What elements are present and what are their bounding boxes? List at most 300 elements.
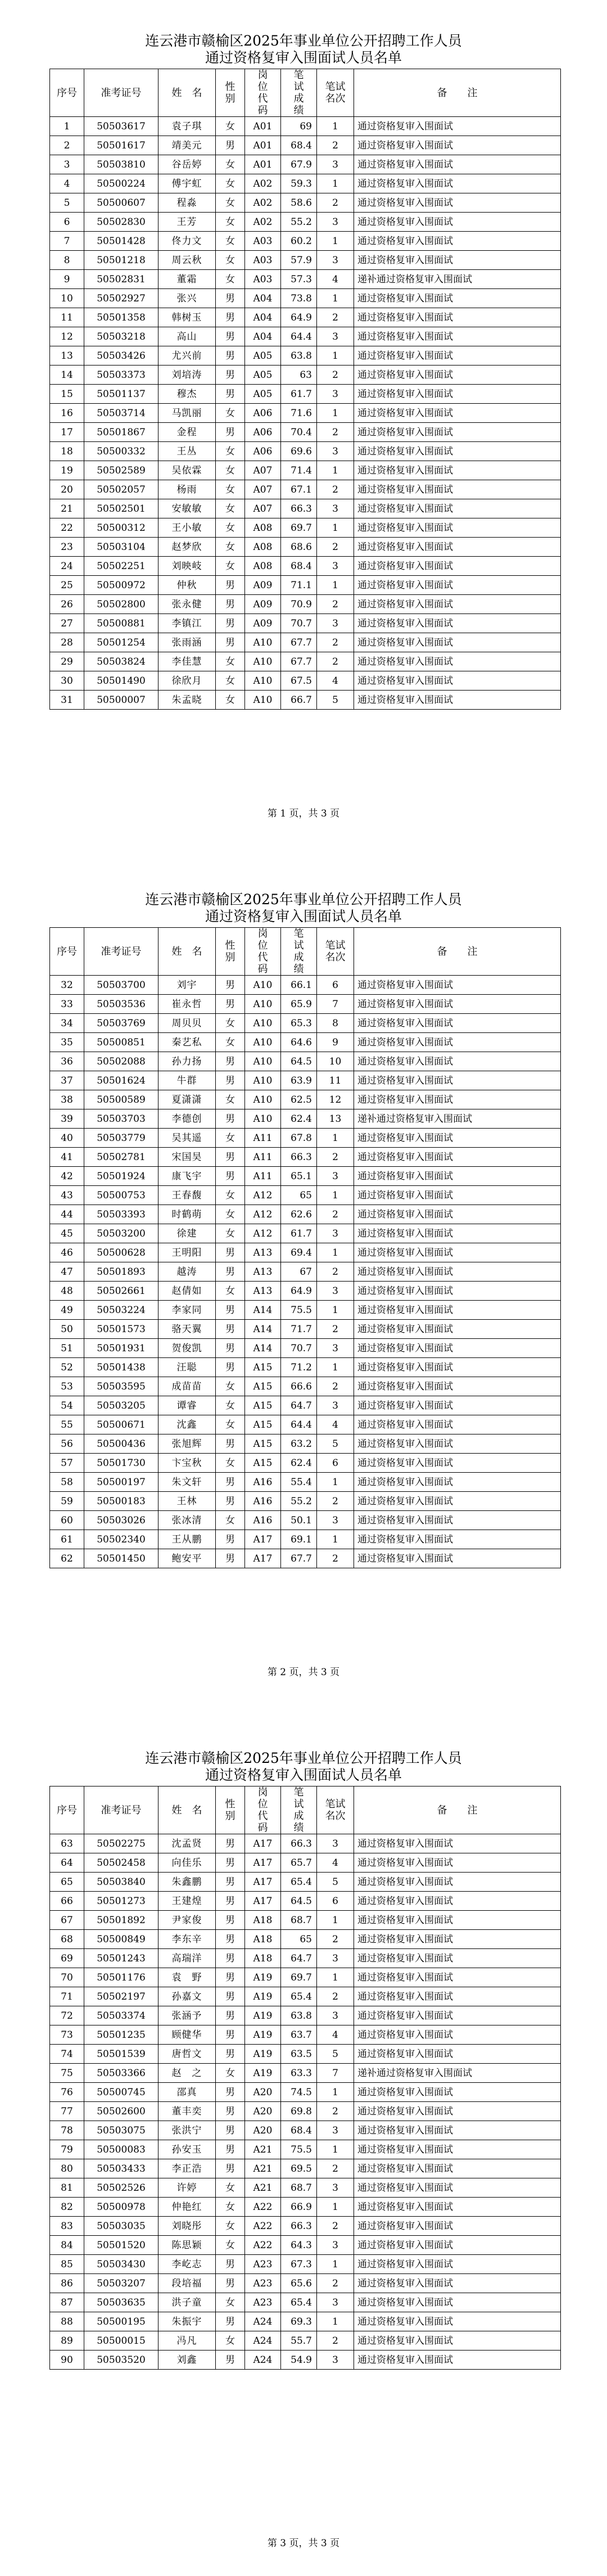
table-row bbox=[50, 1358, 561, 1377]
cell-gender: 男 bbox=[216, 2102, 245, 2121]
cell-gender: 男 bbox=[216, 2045, 245, 2064]
table-row bbox=[50, 327, 561, 346]
table-row bbox=[50, 652, 561, 671]
table-row bbox=[50, 1205, 561, 1224]
cell-post-code: A23 bbox=[245, 2274, 281, 2293]
cell-name: 汪聪 bbox=[158, 1358, 216, 1377]
cell-remark: 通过资格复审入围面试 bbox=[354, 1434, 561, 1454]
table-row bbox=[50, 1492, 561, 1511]
cell-score: 59.3 bbox=[281, 174, 317, 193]
cell-post-code: A19 bbox=[245, 1968, 281, 1987]
cell-remark: 通过资格复审入围面试 bbox=[354, 213, 561, 232]
cell-name: 王丛 bbox=[158, 442, 216, 461]
cell-post-code: A10 bbox=[245, 671, 281, 691]
cell-exam-id: 50501235 bbox=[84, 2025, 158, 2045]
cell-remark: 通过资格复审入围面试 bbox=[354, 1205, 561, 1224]
cell-name: 王建煌 bbox=[158, 1892, 216, 1911]
cell-post-code: A15 bbox=[245, 1377, 281, 1396]
cell-seq: 2 bbox=[50, 136, 84, 155]
cell-remark: 通过资格复审入围面试 bbox=[354, 557, 561, 576]
cell-exam-id: 50502830 bbox=[84, 213, 158, 232]
table-row bbox=[50, 1968, 561, 1987]
cell-score: 71.1 bbox=[281, 576, 317, 595]
cell-gender: 男 bbox=[216, 1968, 245, 1987]
cell-remark: 通过资格复审入围面试 bbox=[354, 2140, 561, 2159]
cell-rank: 3 bbox=[317, 251, 354, 270]
cell-remark: 通过资格复审入围面试 bbox=[354, 1052, 561, 1071]
cell-exam-id: 50501273 bbox=[84, 1892, 158, 1911]
cell-exam-id: 50501243 bbox=[84, 1949, 158, 1968]
cell-gender: 女 bbox=[216, 2293, 245, 2312]
table-row bbox=[50, 633, 561, 652]
cell-seq: 15 bbox=[50, 385, 84, 404]
cell-rank: 1 bbox=[317, 1473, 354, 1492]
table-row bbox=[50, 538, 561, 557]
cell-name: 许婷 bbox=[158, 2178, 216, 2198]
table-row bbox=[50, 1853, 561, 1873]
cell-exam-id: 50501137 bbox=[84, 385, 158, 404]
cell-gender: 女 bbox=[216, 193, 245, 213]
header-rank: 笔试名次 bbox=[317, 928, 354, 976]
cell-post-code: A24 bbox=[245, 2312, 281, 2331]
cell-exam-id: 50503104 bbox=[84, 538, 158, 557]
cell-exam-id: 50501428 bbox=[84, 232, 158, 251]
cell-rank: 3 bbox=[317, 1834, 354, 1853]
cell-name: 李镇江 bbox=[158, 614, 216, 633]
cell-seq: 71 bbox=[50, 1987, 84, 2006]
cell-name: 孙安玉 bbox=[158, 2140, 216, 2159]
cell-post-code: A08 bbox=[245, 518, 281, 538]
header-remark: 备 注 bbox=[354, 928, 561, 976]
cell-score: 55.2 bbox=[281, 213, 317, 232]
cell-name: 张雨涵 bbox=[158, 633, 216, 652]
cell-exam-id: 50502197 bbox=[84, 1987, 158, 2006]
table-row bbox=[50, 2274, 561, 2293]
cell-remark: 通过资格复审入围面试 bbox=[354, 1549, 561, 1568]
cell-score: 62.5 bbox=[281, 1090, 317, 1109]
header-remark: 备 注 bbox=[354, 1786, 561, 1834]
cell-seq: 11 bbox=[50, 308, 84, 327]
cell-post-code: A10 bbox=[245, 1109, 281, 1129]
table-row bbox=[50, 1987, 561, 2006]
cell-post-code: A01 bbox=[245, 117, 281, 136]
cell-seq: 54 bbox=[50, 1396, 84, 1415]
cell-seq: 58 bbox=[50, 1473, 84, 1492]
table-row bbox=[50, 2255, 561, 2274]
cell-exam-id: 50503218 bbox=[84, 327, 158, 346]
cell-name: 杨雨 bbox=[158, 480, 216, 499]
cell-gender: 男 bbox=[216, 1930, 245, 1949]
cell-exam-id: 50503824 bbox=[84, 652, 158, 671]
cell-exam-id: 50502781 bbox=[84, 1148, 158, 1167]
cell-remark: 通过资格复审入围面试 bbox=[354, 1243, 561, 1262]
table-row bbox=[50, 1262, 561, 1282]
cell-rank: 4 bbox=[317, 1853, 354, 1873]
table-row bbox=[50, 232, 561, 251]
cell-seq: 50 bbox=[50, 1320, 84, 1339]
cell-score: 64.7 bbox=[281, 1396, 317, 1415]
cell-remark: 通过资格复审入围面试 bbox=[354, 1511, 561, 1530]
cell-rank: 3 bbox=[317, 2006, 354, 2025]
cell-name: 鲍安平 bbox=[158, 1549, 216, 1568]
table-row bbox=[50, 1454, 561, 1473]
cell-post-code: A19 bbox=[245, 2006, 281, 2025]
cell-rank: 6 bbox=[317, 1454, 354, 1473]
cell-rank: 1 bbox=[317, 2255, 354, 2274]
cell-post-code: A12 bbox=[245, 1186, 281, 1205]
cell-remark: 通过资格复审入围面试 bbox=[354, 2025, 561, 2045]
header-score: 笔试成绩 bbox=[281, 69, 317, 117]
cell-remark: 通过资格复审入围面试 bbox=[354, 480, 561, 499]
cell-seq: 34 bbox=[50, 1014, 84, 1033]
cell-remark: 通过资格复审入围面试 bbox=[354, 976, 561, 995]
cell-rank: 3 bbox=[317, 1511, 354, 1530]
cell-score: 65.1 bbox=[281, 1167, 317, 1186]
cell-gender: 女 bbox=[216, 1186, 245, 1205]
cell-rank: 1 bbox=[317, 117, 354, 136]
cell-exam-id: 50500195 bbox=[84, 2312, 158, 2331]
table-row bbox=[50, 1148, 561, 1167]
cell-score: 65 bbox=[281, 1186, 317, 1205]
cell-seq: 26 bbox=[50, 595, 84, 614]
header-name: 姓 名 bbox=[158, 1786, 216, 1834]
cell-name: 邵真 bbox=[158, 2083, 216, 2102]
title-line-2: 通过资格复审入围面试人员名单 bbox=[205, 1767, 402, 1783]
cell-exam-id: 50502800 bbox=[84, 595, 158, 614]
cell-score: 69.7 bbox=[281, 518, 317, 538]
cell-post-code: A10 bbox=[245, 1052, 281, 1071]
cell-name: 吴其遥 bbox=[158, 1129, 216, 1148]
cell-remark: 递补通过资格复审入围面试 bbox=[354, 2064, 561, 2083]
table-row bbox=[50, 1892, 561, 1911]
cell-score: 75.5 bbox=[281, 1301, 317, 1320]
cell-gender: 男 bbox=[216, 576, 245, 595]
cell-gender: 男 bbox=[216, 385, 245, 404]
cell-rank: 11 bbox=[317, 1071, 354, 1090]
header-seq: 序号 bbox=[50, 1786, 84, 1834]
cell-name: 孙嘉文 bbox=[158, 1987, 216, 2006]
cell-rank: 2 bbox=[317, 1492, 354, 1511]
cell-rank: 6 bbox=[317, 1892, 354, 1911]
cell-exam-id: 50502501 bbox=[84, 499, 158, 518]
cell-rank: 2 bbox=[317, 2102, 354, 2121]
cell-rank: 5 bbox=[317, 1873, 354, 1892]
cell-score: 66.3 bbox=[281, 1148, 317, 1167]
table-row bbox=[50, 1434, 561, 1454]
cell-seq: 65 bbox=[50, 1873, 84, 1892]
cell-remark: 通过资格复审入围面试 bbox=[354, 2083, 561, 2102]
cell-rank: 1 bbox=[317, 232, 354, 251]
cell-post-code: A20 bbox=[245, 2102, 281, 2121]
cell-post-code: A03 bbox=[245, 232, 281, 251]
table-row bbox=[50, 1377, 561, 1396]
cell-exam-id: 50500881 bbox=[84, 614, 158, 633]
cell-exam-id: 50500978 bbox=[84, 2198, 158, 2217]
cell-post-code: A10 bbox=[245, 1071, 281, 1090]
table-row bbox=[50, 1301, 561, 1320]
cell-seq: 37 bbox=[50, 1071, 84, 1090]
cell-gender: 女 bbox=[216, 232, 245, 251]
cell-score: 68.4 bbox=[281, 136, 317, 155]
cell-seq: 5 bbox=[50, 193, 84, 213]
cell-name: 顾健华 bbox=[158, 2025, 216, 2045]
cell-exam-id: 50500849 bbox=[84, 1930, 158, 1949]
cell-exam-id: 50503433 bbox=[84, 2159, 158, 2178]
cell-seq: 76 bbox=[50, 2083, 84, 2102]
cell-gender: 男 bbox=[216, 1109, 245, 1129]
cell-gender: 女 bbox=[216, 652, 245, 671]
cell-remark: 通过资格复审入围面试 bbox=[354, 1339, 561, 1358]
cell-seq: 57 bbox=[50, 1454, 84, 1473]
header-post-code: 岗位代码 bbox=[245, 1786, 281, 1834]
cell-post-code: A20 bbox=[245, 2083, 281, 2102]
cell-name: 朱振宇 bbox=[158, 2312, 216, 2331]
cell-exam-id: 50503700 bbox=[84, 976, 158, 995]
cell-rank: 1 bbox=[317, 404, 354, 423]
cell-rank: 2 bbox=[317, 1320, 354, 1339]
header-name: 姓 名 bbox=[158, 928, 216, 976]
cell-exam-id: 50503374 bbox=[84, 2006, 158, 2025]
cell-remark: 通过资格复审入围面试 bbox=[354, 346, 561, 366]
cell-rank: 9 bbox=[317, 1033, 354, 1052]
cell-score: 57.9 bbox=[281, 251, 317, 270]
cell-post-code: A05 bbox=[245, 385, 281, 404]
cell-post-code: A10 bbox=[245, 633, 281, 652]
cell-rank: 3 bbox=[317, 2236, 354, 2255]
cell-gender: 女 bbox=[216, 1415, 245, 1434]
cell-score: 62.6 bbox=[281, 1205, 317, 1224]
cell-name: 赵 之 bbox=[158, 2064, 216, 2083]
cell-score: 67.3 bbox=[281, 2255, 317, 2274]
page-footer: 第 1 页，共 3 页 bbox=[267, 808, 340, 819]
cell-name: 程淼 bbox=[158, 193, 216, 213]
cell-seq: 14 bbox=[50, 366, 84, 385]
cell-seq: 52 bbox=[50, 1358, 84, 1377]
cell-gender: 男 bbox=[216, 2351, 245, 2370]
cell-seq: 43 bbox=[50, 1186, 84, 1205]
cell-rank: 1 bbox=[317, 174, 354, 193]
cell-rank: 1 bbox=[317, 518, 354, 538]
cell-exam-id: 50503035 bbox=[84, 2217, 158, 2236]
cell-gender: 男 bbox=[216, 423, 245, 442]
cell-post-code: A16 bbox=[245, 1492, 281, 1511]
cell-post-code: A17 bbox=[245, 1549, 281, 1568]
cell-exam-id: 50501624 bbox=[84, 1071, 158, 1090]
cell-gender: 女 bbox=[216, 1511, 245, 1530]
cell-remark: 通过资格复审入围面试 bbox=[354, 1892, 561, 1911]
cell-exam-id: 50500671 bbox=[84, 1415, 158, 1434]
cell-score: 67.9 bbox=[281, 155, 317, 174]
cell-seq: 87 bbox=[50, 2293, 84, 2312]
cell-rank: 1 bbox=[317, 1301, 354, 1320]
cell-exam-id: 50503373 bbox=[84, 366, 158, 385]
cell-gender: 女 bbox=[216, 2178, 245, 2198]
cell-remark: 通过资格复审入围面试 bbox=[354, 308, 561, 327]
cell-remark: 通过资格复审入围面试 bbox=[354, 1129, 561, 1148]
table-row bbox=[50, 1167, 561, 1186]
cell-gender: 男 bbox=[216, 308, 245, 327]
header-score: 笔试成绩 bbox=[281, 928, 317, 976]
cell-exam-id: 50502589 bbox=[84, 461, 158, 480]
cell-remark: 通过资格复审入围面试 bbox=[354, 2274, 561, 2293]
header-exam-id: 准考证号 bbox=[84, 69, 158, 117]
cell-post-code: A04 bbox=[245, 327, 281, 346]
cell-name: 王小敏 bbox=[158, 518, 216, 538]
cell-seq: 85 bbox=[50, 2255, 84, 2274]
cell-post-code: A22 bbox=[245, 2217, 281, 2236]
cell-post-code: A10 bbox=[245, 691, 281, 710]
cell-name: 王林 bbox=[158, 1492, 216, 1511]
cell-remark: 通过资格复审入围面试 bbox=[354, 366, 561, 385]
cell-name: 安敏敏 bbox=[158, 499, 216, 518]
cell-name: 仲秋 bbox=[158, 576, 216, 595]
cell-exam-id: 50503635 bbox=[84, 2293, 158, 2312]
cell-seq: 30 bbox=[50, 671, 84, 691]
cell-gender: 女 bbox=[216, 2064, 245, 2083]
cell-post-code: A21 bbox=[245, 2159, 281, 2178]
cell-score: 69.7 bbox=[281, 1968, 317, 1987]
cell-score: 65.4 bbox=[281, 2293, 317, 2312]
cell-gender: 男 bbox=[216, 1492, 245, 1511]
cell-gender: 女 bbox=[216, 117, 245, 136]
cell-remark: 通过资格复审入围面试 bbox=[354, 2312, 561, 2331]
cell-score: 71.7 bbox=[281, 1320, 317, 1339]
header-score: 笔试成绩 bbox=[281, 1786, 317, 1834]
cell-rank: 3 bbox=[317, 1167, 354, 1186]
cell-score: 62.4 bbox=[281, 1454, 317, 1473]
cell-score: 55.2 bbox=[281, 1492, 317, 1511]
cell-gender: 男 bbox=[216, 289, 245, 308]
cell-exam-id: 50500007 bbox=[84, 691, 158, 710]
cell-score: 67.8 bbox=[281, 1129, 317, 1148]
cell-remark: 通过资格复审入围面试 bbox=[354, 327, 561, 346]
header-exam-id: 准考证号 bbox=[84, 928, 158, 976]
cell-gender: 女 bbox=[216, 480, 245, 499]
table-row bbox=[50, 2236, 561, 2255]
cell-seq: 82 bbox=[50, 2198, 84, 2217]
cell-post-code: A10 bbox=[245, 995, 281, 1014]
table-row bbox=[50, 136, 561, 155]
cell-gender: 男 bbox=[216, 2255, 245, 2274]
cell-name: 朱鑫鹏 bbox=[158, 1873, 216, 1892]
cell-post-code: A23 bbox=[245, 2293, 281, 2312]
cell-exam-id: 50501539 bbox=[84, 2045, 158, 2064]
cell-name: 沈鑫 bbox=[158, 1415, 216, 1434]
cell-gender: 男 bbox=[216, 2274, 245, 2293]
cell-gender: 男 bbox=[216, 2025, 245, 2045]
cell-remark: 通过资格复审入围面试 bbox=[354, 385, 561, 404]
table-row bbox=[50, 1949, 561, 1968]
cell-exam-id: 50503075 bbox=[84, 2121, 158, 2140]
cell-seq: 21 bbox=[50, 499, 84, 518]
cell-remark: 通过资格复审入围面试 bbox=[354, 995, 561, 1014]
cell-exam-id: 50500332 bbox=[84, 442, 158, 461]
cell-exam-id: 50503026 bbox=[84, 1511, 158, 1530]
cell-gender: 男 bbox=[216, 976, 245, 995]
cell-remark: 通过资格复审入围面试 bbox=[354, 155, 561, 174]
cell-exam-id: 50502340 bbox=[84, 1530, 158, 1549]
cell-score: 65.4 bbox=[281, 1873, 317, 1892]
cell-gender: 女 bbox=[216, 404, 245, 423]
cell-name: 唐哲文 bbox=[158, 2045, 216, 2064]
cell-remark: 通过资格复审入围面试 bbox=[354, 1492, 561, 1511]
cell-remark: 递补通过资格复审入围面试 bbox=[354, 1109, 561, 1129]
table-row bbox=[50, 1052, 561, 1071]
cell-score: 70.9 bbox=[281, 595, 317, 614]
table-row bbox=[50, 1071, 561, 1090]
cell-post-code: A05 bbox=[245, 346, 281, 366]
cell-seq: 3 bbox=[50, 155, 84, 174]
cell-rank: 3 bbox=[317, 442, 354, 461]
cell-gender: 女 bbox=[216, 1224, 245, 1243]
table-row bbox=[50, 2006, 561, 2025]
cell-gender: 女 bbox=[216, 2236, 245, 2255]
cell-remark: 通过资格复审入围面试 bbox=[354, 2217, 561, 2236]
table-row bbox=[50, 1911, 561, 1930]
cell-remark: 通过资格复审入围面试 bbox=[354, 461, 561, 480]
cell-post-code: A07 bbox=[245, 480, 281, 499]
header-rank: 笔试名次 bbox=[317, 1786, 354, 1834]
cell-seq: 7 bbox=[50, 232, 84, 251]
cell-rank: 1 bbox=[317, 1358, 354, 1377]
table-row bbox=[50, 1243, 561, 1262]
cell-rank: 4 bbox=[317, 1415, 354, 1434]
cell-gender: 男 bbox=[216, 1434, 245, 1454]
cell-score: 64.3 bbox=[281, 2236, 317, 2255]
cell-rank: 7 bbox=[317, 995, 354, 1014]
cell-gender: 男 bbox=[216, 1052, 245, 1071]
cell-remark: 通过资格复审入围面试 bbox=[354, 1262, 561, 1282]
cell-name: 赵梦欣 bbox=[158, 538, 216, 557]
cell-seq: 75 bbox=[50, 2064, 84, 2083]
cell-name: 袁 野 bbox=[158, 1968, 216, 1987]
cell-gender: 女 bbox=[216, 1090, 245, 1109]
cell-gender: 男 bbox=[216, 1873, 245, 1892]
cell-score: 63.9 bbox=[281, 1071, 317, 1090]
cell-score: 64.9 bbox=[281, 1282, 317, 1301]
cell-gender: 女 bbox=[216, 557, 245, 576]
roster-table bbox=[49, 69, 561, 710]
cell-name: 贺俊凯 bbox=[158, 1339, 216, 1358]
cell-rank: 1 bbox=[317, 2198, 354, 2217]
table-row bbox=[50, 1549, 561, 1568]
cell-gender: 女 bbox=[216, 538, 245, 557]
cell-rank: 4 bbox=[317, 671, 354, 691]
cell-rank: 3 bbox=[317, 614, 354, 633]
cell-rank: 1 bbox=[317, 1186, 354, 1205]
cell-remark: 通过资格复审入围面试 bbox=[354, 2045, 561, 2064]
cell-post-code: A06 bbox=[245, 442, 281, 461]
cell-score: 63.3 bbox=[281, 2064, 317, 2083]
cell-rank: 2 bbox=[317, 480, 354, 499]
cell-exam-id: 50502831 bbox=[84, 270, 158, 289]
table-row bbox=[50, 1186, 561, 1205]
cell-exam-id: 50503520 bbox=[84, 2351, 158, 2370]
cell-score: 74.5 bbox=[281, 2083, 317, 2102]
cell-remark: 通过资格复审入围面试 bbox=[354, 404, 561, 423]
cell-gender: 男 bbox=[216, 2006, 245, 2025]
header-gender: 性别 bbox=[216, 1786, 245, 1834]
header-gender: 性别 bbox=[216, 928, 245, 976]
cell-post-code: A15 bbox=[245, 1434, 281, 1454]
cell-score: 68.7 bbox=[281, 1911, 317, 1930]
cell-name: 李家同 bbox=[158, 1301, 216, 1320]
cell-name: 陈思颖 bbox=[158, 2236, 216, 2255]
cell-name: 王春馥 bbox=[158, 1186, 216, 1205]
cell-post-code: A17 bbox=[245, 1873, 281, 1892]
cell-remark: 通过资格复审入围面试 bbox=[354, 652, 561, 671]
cell-post-code: A02 bbox=[245, 213, 281, 232]
